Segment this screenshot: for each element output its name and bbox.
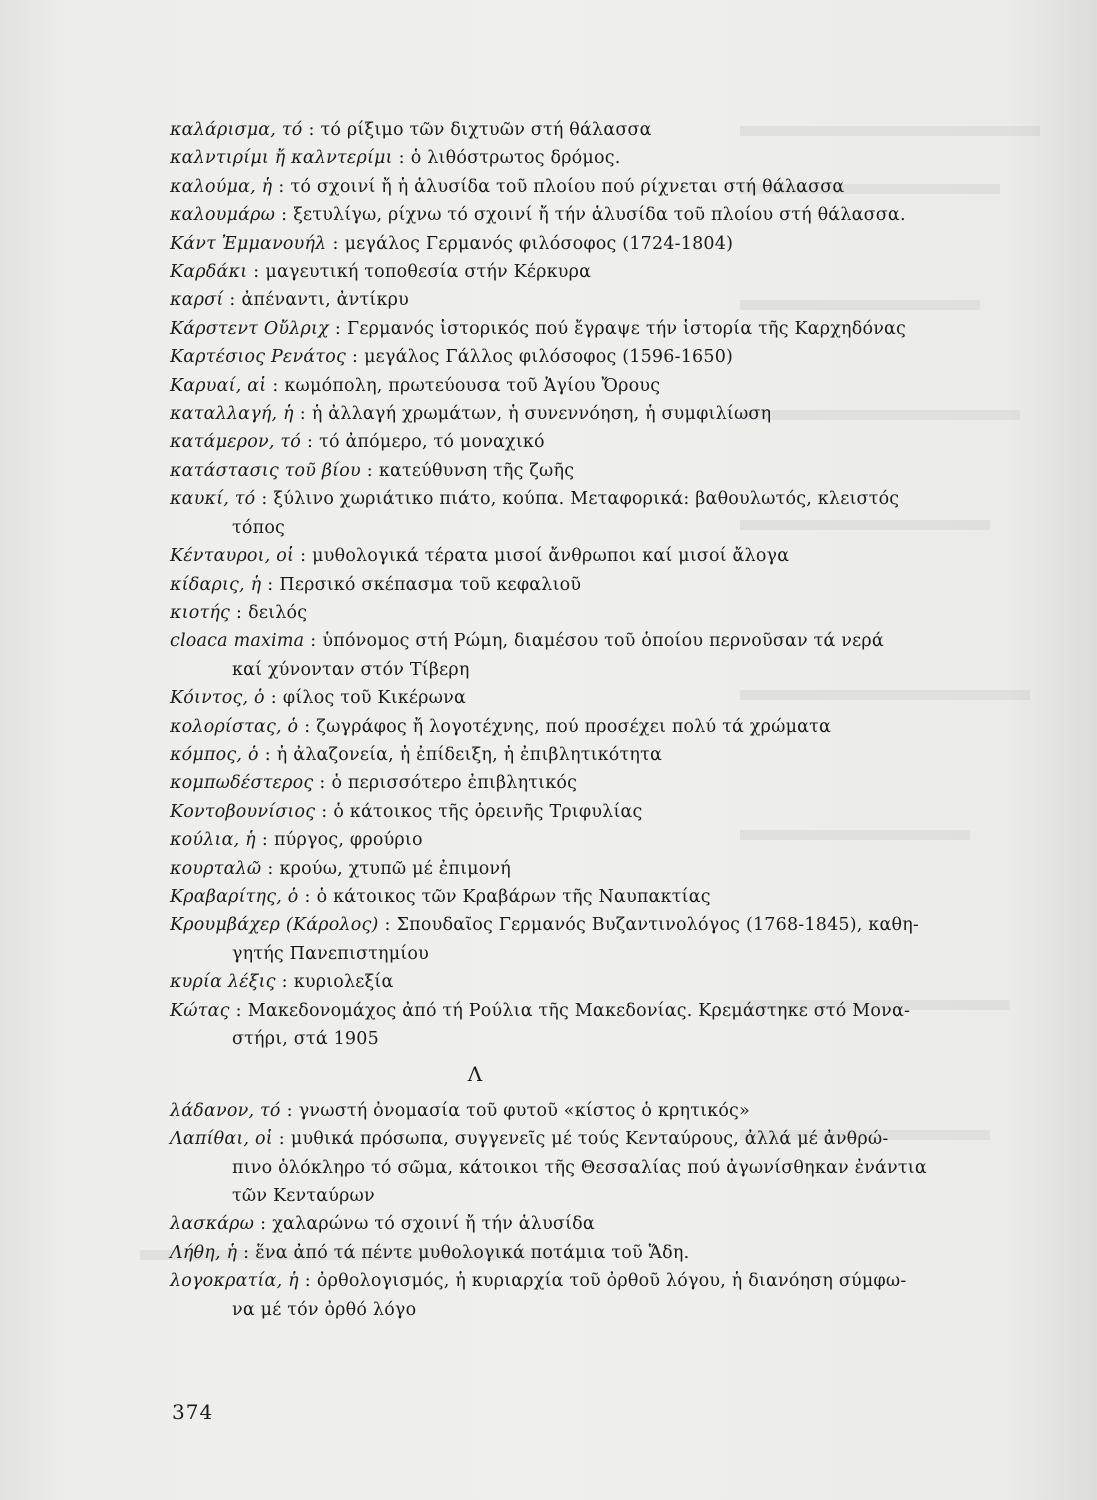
- entry-term: κουρταλῶ: [170, 858, 262, 879]
- entry-term: καταλλαγή, ἡ: [170, 404, 294, 425]
- entry-term: καλούμα, ἡ: [170, 176, 273, 197]
- glossary-entry: λασκάρω : χαλαρώνω τό σχοινί ἤ τήν ἁλυσίδα: [170, 1214, 595, 1235]
- entry-definition: Γερμανός ἱστορικός πού ἔγραψε τήν ἱστορία τῆς Καρχηδόνας: [347, 318, 907, 339]
- entry-definition: μαγευτική τοποθεσία στήν Κέρκυρα: [265, 262, 592, 283]
- entry-definition: Σπουδαῖος Γερμανός Βυζαντινολόγος (1768-1845), καθη-: [396, 915, 919, 936]
- entry-term: Κόιντος, ὁ: [170, 688, 265, 709]
- glossary-entry: Κρουμβάχερ (Κάρολος) : Σπουδαῖος Γερμανός Βυζαντινολόγος (1768-1845), καθη-: [170, 915, 919, 936]
- glossary-entry: Καρυαί, αἱ : κωμόπολη, πρωτεύουσα τοῦ Ἁγίου Ὄρους: [170, 375, 661, 396]
- glossary-entry: καρσί : ἀπέναντι, ἀντίκρυ: [170, 290, 409, 311]
- glossary-entry: Κάντ Ἐμμανουήλ : μεγάλος Γερμανός φιλόσοφος (1724-1804): [170, 233, 734, 254]
- glossary-entry: καυκί, τό : ξύλινο χωριάτικο πιάτο, κούπα. Μεταφορικά: βαθουλωτός, κλειστός: [170, 489, 900, 510]
- entry-definition: πύργος, φρούριο: [273, 830, 423, 851]
- page-number: 374: [172, 1400, 214, 1424]
- glossary-entry: καταλλαγή, ἡ : ἡ ἀλλαγή χρωμάτων, ἡ συνεννόηση, ἡ συμφιλίωση: [170, 404, 772, 425]
- entry-definition: ὑπόνομος στή Ρώμη, διαμέσου τοῦ ὁποίου περνοῦσαν τά νερά: [322, 631, 884, 652]
- glossary-entry-continuation: τόπος: [232, 517, 286, 538]
- glossary-entry: καλάρισμα, τό : τό ρίξιμο τῶν διχτυῶν στή θάλασσα: [170, 120, 652, 140]
- entry-term: κούλια, ἡ: [170, 830, 256, 851]
- entry-term: λογοκρατία, ἡ: [170, 1271, 299, 1292]
- entry-definition: χαλαρώνω τό σχοινί ἤ τήν ἁλυσίδα: [272, 1214, 595, 1235]
- entry-definition: ἡ ἀλαζονεία, ἡ ἐπίδειξη, ἡ ἐπιβλητικότητα: [276, 744, 662, 765]
- entry-term: Κάρστεντ Οὔλριχ: [170, 318, 329, 339]
- glossary-entry: Κένταυροι, οἱ : μυθολογικά τέρατα μισοί ἄνθρωποι καί μισοί ἄλογα: [170, 546, 790, 567]
- entry-term: καρσί: [170, 290, 224, 311]
- entry-definition: τό σχοινί ἤ ἡ ἁλυσίδα τοῦ πλοίου πού ρίχνεται στή θάλασσα: [290, 176, 845, 197]
- entry-definition: μεγάλος Γάλλος φιλόσοφος (1596-1650): [364, 347, 734, 368]
- entry-term: Κραβαρίτης, ὁ: [170, 886, 299, 907]
- entry-term: Κώτας: [170, 1000, 230, 1021]
- entry-definition: κυριολεξία: [293, 972, 394, 993]
- entry-term: κόμπος, ὁ: [170, 744, 259, 765]
- entry-term: Καρυαί, αἱ: [170, 375, 267, 396]
- entry-definition: Μακεδονομάχος ἀπό τή Ρούλια τῆς Μακεδονίας. Κρεμάστηκε στό Μονα-: [247, 1000, 911, 1021]
- glossary-entry: κολορίστας, ὁ : ζωγράφος ἤ λογοτέχνης, πού προσέχει πολύ τά χρώματα: [170, 716, 832, 737]
- glossary-entry: κίδαρις, ἡ : Περσικό σκέπασμα τοῦ κεφαλιοῦ: [170, 574, 582, 595]
- entry-definition: γνωστή ὀνομασία τοῦ φυτοῦ «κίστος ὁ κρητικός»: [298, 1100, 750, 1121]
- glossary-entry: λογοκρατία, ἡ : ὀρθολογισμός, ἡ κυριαρχία τοῦ ὀρθοῦ λόγου, ἡ διανόηση σύμφω-: [170, 1271, 907, 1292]
- glossary-entry: κούλια, ἡ : πύργος, φρούριο: [170, 830, 423, 851]
- entry-definition: κωμόπολη, πρωτεύουσα τοῦ Ἁγίου Ὄρους: [284, 375, 661, 396]
- entry-definition: ζωγράφος ἤ λογοτέχνης, πού προσέχει πολύ τά χρώματα: [316, 716, 832, 737]
- entry-definition: ἕνα ἀπό τά πέντε μυθολογικά ποτάμια τοῦ Ἅδη.: [255, 1242, 690, 1263]
- entry-definition: τό ἀπόμερο, τό μοναχικό: [319, 432, 545, 453]
- entry-term: κυρία λέξις: [170, 972, 276, 993]
- glossary-entry-continuation: να μέ τόν ὀρθό λόγο: [232, 1299, 417, 1320]
- entry-definition: δειλός: [248, 602, 308, 623]
- entry-definition: τό ρίξιμο τῶν διχτυῶν στή θάλασσα: [320, 120, 652, 140]
- glossary-entry: cloaca maxima : ὑπόνομος στή Ρώμη, διαμέσου τοῦ ὁποίου περνοῦσαν τά νερά: [170, 631, 884, 652]
- entry-definition: μυθολογικά τέρατα μισοί ἄνθρωποι καί μισοί ἄλογα: [312, 546, 790, 567]
- glossary-entry: Κώτας : Μακεδονομάχος ἀπό τή Ρούλια τῆς Μακεδονίας. Κρεμάστηκε στό Μονα-: [170, 1000, 911, 1021]
- glossary-entry: λάδανον, τό : γνωστή ὀνομασία τοῦ φυτοῦ «κίστος ὁ κρητικός»: [170, 1100, 750, 1121]
- entry-term: καλουμάρω: [170, 205, 276, 226]
- entry-term: λασκάρω: [170, 1214, 255, 1235]
- entry-term: κομπωδέστερος: [170, 773, 314, 794]
- entry-term: κατάμερον, τό: [170, 432, 301, 453]
- entry-term: κολορίστας, ὁ: [170, 716, 299, 737]
- entry-definition: ὁ λιθόστρωτος δρόμος.: [410, 148, 621, 169]
- entry-term: καλντιρίμι ἤ καλντερίμι: [170, 148, 393, 169]
- glossary-entry: κόμπος, ὁ : ἡ ἀλαζονεία, ἡ ἐπίδειξη, ἡ ἐπιβλητικότητα: [170, 744, 662, 765]
- glossary-entry: Καρτέσιος Ρενάτος : μεγάλος Γάλλος φιλόσοφος (1596-1650): [170, 347, 734, 368]
- glossary-entry: Λαπίθαι, οἱ : μυθικά πρόσωπα, συγγενεῖς μέ τούς Κενταύρους, ἀλλά μέ ἀνθρώ-: [170, 1129, 889, 1150]
- entry-definition: φίλος τοῦ Κικέρωνα: [282, 688, 466, 709]
- entry-definition: ὀρθολογισμός, ἡ κυριαρχία τοῦ ὀρθοῦ λόγου, ἡ διανόηση σύμφω-: [316, 1271, 907, 1292]
- glossary-entry: κατάστασις τοῦ βίου : κατεύθυνση τῆς ζωῆς: [170, 460, 575, 481]
- entry-term: Κάντ Ἐμμανουήλ: [170, 233, 327, 254]
- glossary-entry: κουρταλῶ : κρούω, χτυπῶ μέ ἐπιμονή: [170, 858, 511, 879]
- glossary-entry-continuation: γητής Πανεπιστημίου: [232, 943, 429, 964]
- entry-definition: Περσικό σκέπασμα τοῦ κεφαλιοῦ: [279, 574, 582, 595]
- entry-definition: μεγάλος Γερμανός φιλόσοφος (1724-1804): [344, 233, 734, 254]
- entry-term: Καρδάκι: [170, 262, 248, 283]
- entry-term: Καρτέσιος Ρενάτος: [170, 347, 346, 368]
- entry-term: Κένταυροι, οἱ: [170, 546, 295, 567]
- glossary-entry: Κόιντος, ὁ : φίλος τοῦ Κικέρωνα: [170, 688, 466, 709]
- glossary-entry: Κοντοβουνίσιος : ὁ κάτοικος τῆς ὀρεινῆς Τριφυλίας: [170, 801, 643, 822]
- entry-definition: ὁ κάτοικος τῆς ὀρεινῆς Τριφυλίας: [333, 801, 643, 822]
- entry-definition: κρούω, χτυπῶ μέ ἐπιμονή: [279, 858, 511, 879]
- entry-term: Κοντοβουνίσιος: [170, 801, 316, 822]
- entry-term: Κρουμβάχερ (Κάρολος): [170, 915, 379, 936]
- glossary-entry-continuation: τῶν Κενταύρων: [232, 1186, 375, 1207]
- entry-definition: ἡ ἀλλαγή χρωμάτων, ἡ συνεννόηση, ἡ συμφιλίωση: [311, 404, 772, 425]
- glossary-entry: καλντιρίμι ἤ καλντερίμι : ὁ λιθόστρωτος δρόμος.: [170, 148, 621, 169]
- section-letter-heading: Λ: [467, 1062, 483, 1087]
- glossary-entry-continuation: στήρι, στά 1905: [232, 1029, 379, 1049]
- glossary-entry: Κραβαρίτης, ὁ : ὁ κάτοικος τῶν Κραβάρων τῆς Ναυπακτίας: [170, 886, 711, 907]
- glossary-entry: κιοτής : δειλός: [170, 602, 308, 623]
- entry-term: καλάρισμα, τό: [170, 120, 303, 140]
- entry-definition: ξύλινο χωριάτικο πιάτο, κούπα. Μεταφορικά: βαθουλωτός, κλειστός: [273, 489, 900, 510]
- entry-definition: ὁ κάτοικος τῶν Κραβάρων τῆς Ναυπακτίας: [316, 886, 711, 907]
- entry-definition: ὁ περισσότερο ἐπιβλητικός: [331, 773, 578, 794]
- entry-definition: ξετυλίγω, ρίχνω τό σχοινί ἤ τήν ἁλυσίδα τοῦ πλοίου στή θάλασσα.: [293, 205, 906, 226]
- glossary-entry: Λήθη, ἡ : ἕνα ἀπό τά πέντε μυθολογικά ποτάμια τοῦ Ἅδη.: [170, 1242, 690, 1263]
- glossary-entry: καλουμάρω : ξετυλίγω, ρίχνω τό σχοινί ἤ τήν ἁλυσίδα τοῦ πλοίου στή θάλασσα.: [170, 205, 906, 226]
- glossary-entry: Κάρστεντ Οὔλριχ : Γερμανός ἱστορικός πού ἔγραψε τήν ἱστορία τῆς Καρχηδόνας: [170, 318, 907, 339]
- entry-definition: ἀπέναντι, ἀντίκρυ: [241, 290, 409, 311]
- entry-term: λάδανον, τό: [170, 1100, 281, 1121]
- glossary-entry: κατάμερον, τό : τό ἀπόμερο, τό μοναχικό: [170, 432, 545, 453]
- entry-term: καυκί, τό: [170, 489, 256, 510]
- glossary-entry: κυρία λέξις : κυριολεξία: [170, 972, 394, 993]
- glossary-entry-continuation: πινο ὁλόκληρο τό σῶμα, κάτοικοι τῆς Θεσσαλίας πού ἀγωνίσθηκαν ἐνάντια: [232, 1157, 927, 1178]
- glossary-entry: κομπωδέστερος : ὁ περισσότερο ἐπιβλητικός: [170, 773, 578, 794]
- glossary-entry: καλούμα, ἡ : τό σχοινί ἤ ἡ ἁλυσίδα τοῦ πλοίου πού ρίχνεται στή θάλασσα: [170, 176, 845, 197]
- entry-term: cloaca maxima: [170, 631, 305, 652]
- entry-term: κίδαρις, ἡ: [170, 574, 262, 595]
- entry-definition: μυθικά πρόσωπα, συγγενεῖς μέ τούς Κενταύρους, ἀλλά μέ ἀνθρώ-: [290, 1129, 889, 1150]
- entry-term: κατάστασις τοῦ βίου: [170, 460, 361, 481]
- glossary-entries: [170, 116, 1030, 1324]
- entry-definition: κατεύθυνση τῆς ζωῆς: [378, 460, 575, 481]
- glossary-entry-continuation: καί χύνονταν στόν Τίβερη: [232, 659, 470, 680]
- entry-term: κιοτής: [170, 602, 231, 623]
- entry-term: Λαπίθαι, οἱ: [170, 1129, 273, 1150]
- glossary-entry: Καρδάκι : μαγευτική τοποθεσία στήν Κέρκυρα: [170, 262, 592, 283]
- entry-term: Λήθη, ἡ: [170, 1242, 238, 1263]
